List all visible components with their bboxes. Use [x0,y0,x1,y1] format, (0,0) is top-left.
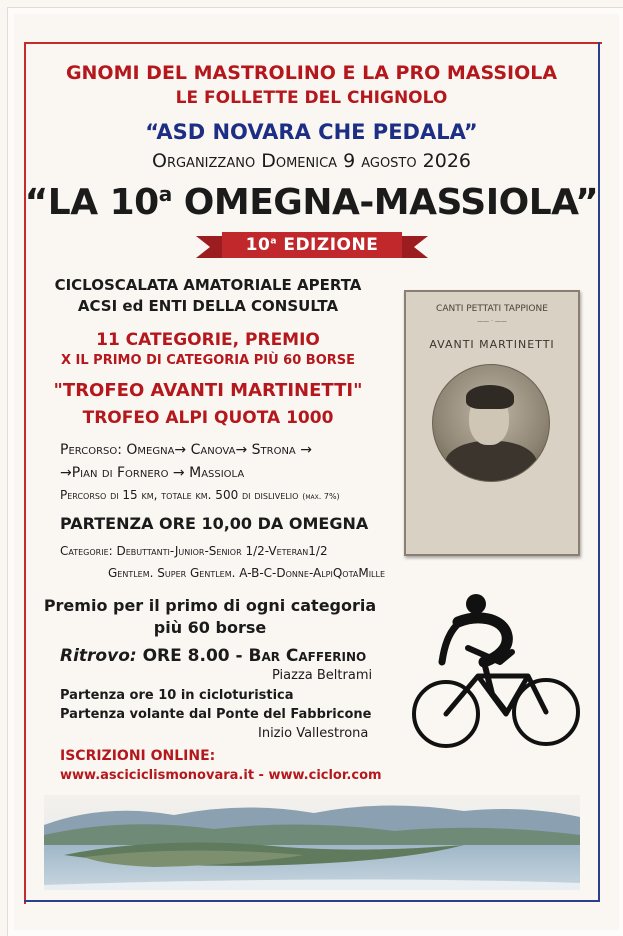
edition-label: 10$^a$ EDIZIONE [245,235,379,255]
photo-name: AVANTI MARTINETTI [429,338,555,351]
categories-list-1: Categorie: Debuttanti-Junior-Senior 1/2-Veteran1/2 [60,544,328,558]
departure-line-2: Partenza volante dal Ponte del Fabbricone [60,707,372,722]
meeting-square: Piazza Beltrami [272,668,373,683]
event-title: “LA 10$^a$ OMEGNA-MASSIOLA” [24,182,599,223]
registration-label: ISCRIZIONI ONLINE: [60,748,216,764]
categories-list-2: Gentlem. Super Gentlem. A-B-C-Donne-AlpiQotaMille [108,566,386,580]
route-line-3: Percorso di 15 km, totale km. 500 di dislivelio (max. 7%) [60,488,340,502]
prize-line: X IL PRIMO DI CATEGORIA PIÙ 60 BORSE [60,353,355,368]
route-line-2: →Pian di Fornero → Massiola [60,465,245,481]
photo-subheader: —— · —— [477,318,507,325]
meeting-point: Ritrovo: ORE 8.00 - Bar Cafferino [60,646,367,666]
premio-line-2: più 60 borse [153,618,267,637]
portrait-hair [466,385,514,409]
departure-start: Inizio Vallestrona [258,726,369,741]
portrait-oval [432,364,550,482]
start-time: PARTENZA ORE 10,00 DA OMEGNA [60,514,369,533]
organize-date: Organizzano Domenica 9 agosto 2026 [152,150,471,172]
edition-banner [196,232,428,258]
info-line-2: ACSI ed ENTI DELLA CONSULTA [77,297,339,315]
departure-line-1: Partenza ore 10 in cicloturistica [60,688,294,703]
lake-landscape-image [44,795,580,890]
photo-header: CANTI PETTATI TAPPIONE [436,304,548,314]
trophy-line-1: "TROFEO AVANTI MARTINETTI" [53,380,363,401]
organizers-line-1: GNOMI DEL MASTROLINO E LA PRO MASSIOLA [65,62,558,84]
info-line-1: CICLOSCALATA AMATORIALE APERTA [54,276,362,294]
trophy-line-2: TROFEO ALPI QUOTA 1000 [82,408,334,428]
categories-line: 11 CATEGORIE, PREMIO [96,330,320,350]
route-line-1: Percorso: Omegna→ Canova→ Strona → [60,442,312,458]
registration-links[interactable]: www.asciciclismonovara.it - www.ciclor.com [60,768,382,783]
organizers-line-2: LE FOLLETTE DEL CHIGNOLO [175,88,448,108]
organizers-line-3: “ASD NOVARA CHE PEDALA” [145,120,478,144]
premio-line-1: Premio per il primo di ogni categoria [43,596,377,615]
cyclist-icon [408,592,586,762]
vintage-photo [404,290,580,556]
portrait-body [445,441,537,482]
